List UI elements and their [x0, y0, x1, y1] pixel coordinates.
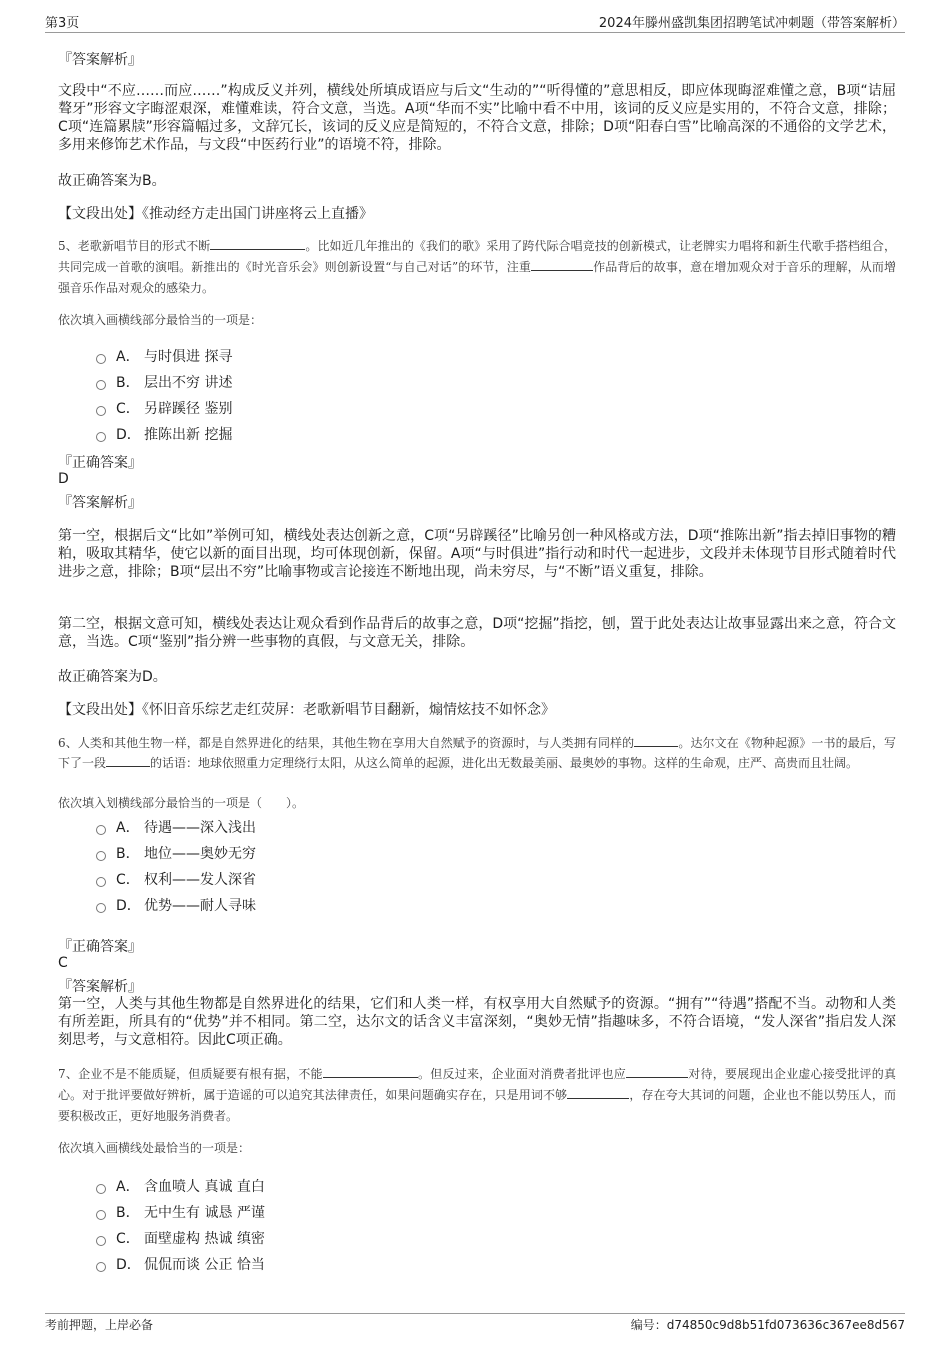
- q7-stem: 7、企业不是不能质疑，但质疑要有根有据，不能 。但反过来，企业面对消费者批评也应 对待，要展现出企业虚心接受批评的真心。对于批评要做好辨析，属于造谣的可以追究其法律责任，如果问题确实存在，只是用词不够 ，存在夸大其词的问题，企业也不能以势压人，而要积极改正，更好地服务消费者。: [58, 1067, 896, 1123]
- page-header: [45, 10, 905, 33]
- radio-icon[interactable]: [96, 825, 106, 835]
- q6-stem: 6、人类和其他生物一样，都是自然界进化的结果，其他生物在享用大自然赋予的资源时，与人类拥有同样的 。达尔文在《物种起源》一书的最后，写下了一段 的话语：地球依照重力定理绕行太阳，从这么简单的起源，进化出无数最美丽、最奥妙的事物。这样的生命观，庄严、高贵而且壮阔。: [58, 736, 896, 770]
- q5-option-d[interactable]: D． 推陈出新 挖掘: [96, 424, 232, 444]
- page-number: 第3页: [45, 16, 80, 31]
- radio-icon[interactable]: [96, 1236, 106, 1246]
- radio-icon[interactable]: [96, 406, 106, 416]
- radio-icon[interactable]: [96, 903, 106, 913]
- q5-blank-1: [210, 237, 305, 250]
- q5-option-c[interactable]: C． 另辟蹊径 鉴别: [96, 398, 232, 418]
- q6-blank-1: [634, 734, 678, 747]
- q5-source: 【文段出处】《怀旧音乐综艺走红荧屏：老歌新唱节目翻新，煽情炫技不如怀念》: [58, 702, 555, 718]
- q6-correct-label: 『正确答案』: [58, 939, 142, 955]
- radio-icon[interactable]: [96, 877, 106, 887]
- q5-blank-2: [531, 258, 593, 271]
- q4-source: 【文段出处】《推动经方走出国门讲座将云上直播》: [58, 206, 373, 222]
- q5-option-b[interactable]: B． 层出不穷 讲述: [96, 372, 232, 392]
- document-id: 编号：d74850c9d8b51fd073636c367ee8d567: [630, 1318, 905, 1332]
- q4-analysis: 文段中“不应……而应……”构成反义并列，横线处所填成语应与后文“生动的”“听得懂的”意思相反，即应体现晦涩难懂之意，B项“诘屈聱牙”形容文字晦涩艰深，难懂难读，符合文意，当选。A项“华而不实”比喻中看不中用，该词的反义应是实用的，不符合文意，排除；C项“连篇累牍”形容篇幅过多，文辞冗长，该词的反义应是简短的，不符合文意，排除；D项“阳春白雪”比喻高深的不通俗的文学艺术，多用来修饰艺术作品，与文段“中医药行业”的语境不符，排除。: [58, 83, 896, 153]
- q6-prompt: 依次填入划横线部分最恰当的一项是（ ）。: [58, 796, 305, 810]
- q6-option-a[interactable]: A． 待遇——深入浅出: [96, 817, 256, 837]
- q5-analysis-2: 第二空，根据文意可知，横线处表达让观众看到作品背后的故事之意，D项“挖掘”指挖，刨，置于此处表达让故事显露出来之意，符合文意，当选。C项“鉴别”指分辨一些事物的真假，与文意无关，排除。: [58, 616, 896, 650]
- q5-correct-answer: D: [58, 471, 69, 487]
- q6-analysis: 第一空，人类与其他生物都是自然界进化的结果，它们和人类一样，有权享用大自然赋予的资源。“拥有”“待遇”搭配不当。动物和人类有所差距，所具有的“优势”并不相同。第二空，达尔文的话含义丰富深刻，“奥妙无情”指趣味多，不符合语境，“发人深省”指启发人深刻思考，与文意相符。因此C项正确。: [58, 996, 896, 1048]
- radio-icon[interactable]: [96, 851, 106, 861]
- q5-analysis-1: 第一空，根据后文“比如”举例可知，横线处表达创新之意，C项“另辟蹊径”比喻另创一种风格或方法，D项“推陈出新”指去掉旧事物的糟粕，吸取其精华，使它以新的面目出现，均可体现创新，保留。A项“与时俱进”指行动和时代一起进步，文段并未体现节目形式随着时代进步之意，排除；B项“层出不穷”比喻事物或言论接连不断地出现，尚未穷尽，与“不断”语义重复，排除。: [58, 528, 896, 580]
- radio-icon[interactable]: [96, 380, 106, 390]
- footer-slogan: 考前押题，上岸必备: [45, 1318, 154, 1332]
- q5-stem: 5、老歌新唱节目的形式不断 。比如近几年推出的《我们的歌》采用了跨代际合唱竞技的创新模式，让老牌实力唱将和新生代歌手搭档组合，共同完成一首歌的演唱。新推出的《时光音乐会》则创新设置“与自己对话”的环节，注重 作品背后的故事，意在增加观众对于音乐的理解，从而增强音乐作品对观众的感染力。: [58, 239, 896, 295]
- q7-option-b[interactable]: B． 无中生有 诚恳 严谨: [96, 1202, 265, 1222]
- q6-correct-answer: C: [58, 955, 68, 971]
- q4-conclusion: 故正确答案为B。: [58, 173, 166, 189]
- q7-option-c[interactable]: C． 面壁虚构 热诚 缜密: [96, 1228, 265, 1248]
- q7-blank-1: [323, 1065, 418, 1078]
- page-footer: [45, 1313, 905, 1336]
- q5-conclusion: 故正确答案为D。: [58, 669, 167, 685]
- q5-prompt: 依次填入画横线部分最恰当的一项是：: [58, 313, 263, 327]
- q5-analysis-label: 『答案解析』: [58, 495, 142, 511]
- radio-icon[interactable]: [96, 1210, 106, 1220]
- q6-blank-2: [106, 754, 150, 767]
- q7-prompt: 依次填入画横线处最恰当的一项是：: [58, 1141, 251, 1155]
- q7-option-a[interactable]: A． 含血喷人 真诚 直白: [96, 1176, 265, 1196]
- q6-option-c[interactable]: C． 权利——发人深省: [96, 869, 256, 889]
- q5-option-a[interactable]: A． 与时俱进 探寻: [96, 346, 232, 366]
- radio-icon[interactable]: [96, 1184, 106, 1194]
- document-title: 2024年滕州盛凯集团招聘笔试冲刺题（带答案解析）: [598, 16, 905, 31]
- radio-icon[interactable]: [96, 432, 106, 442]
- q5-correct-label: 『正确答案』: [58, 455, 142, 471]
- radio-icon[interactable]: [96, 354, 106, 364]
- q7-blank-3: [567, 1086, 629, 1099]
- q4-analysis-label: 『答案解析』: [58, 52, 142, 68]
- q6-option-d[interactable]: D． 优势——耐人寻味: [96, 895, 256, 915]
- q6-option-b[interactable]: B． 地位——奥妙无穷: [96, 843, 256, 863]
- q6-analysis-label: 『答案解析』: [58, 979, 142, 995]
- q7-option-d[interactable]: D． 侃侃而谈 公正 恰当: [96, 1254, 265, 1274]
- radio-icon[interactable]: [96, 1262, 106, 1272]
- q7-blank-2: [626, 1065, 688, 1078]
